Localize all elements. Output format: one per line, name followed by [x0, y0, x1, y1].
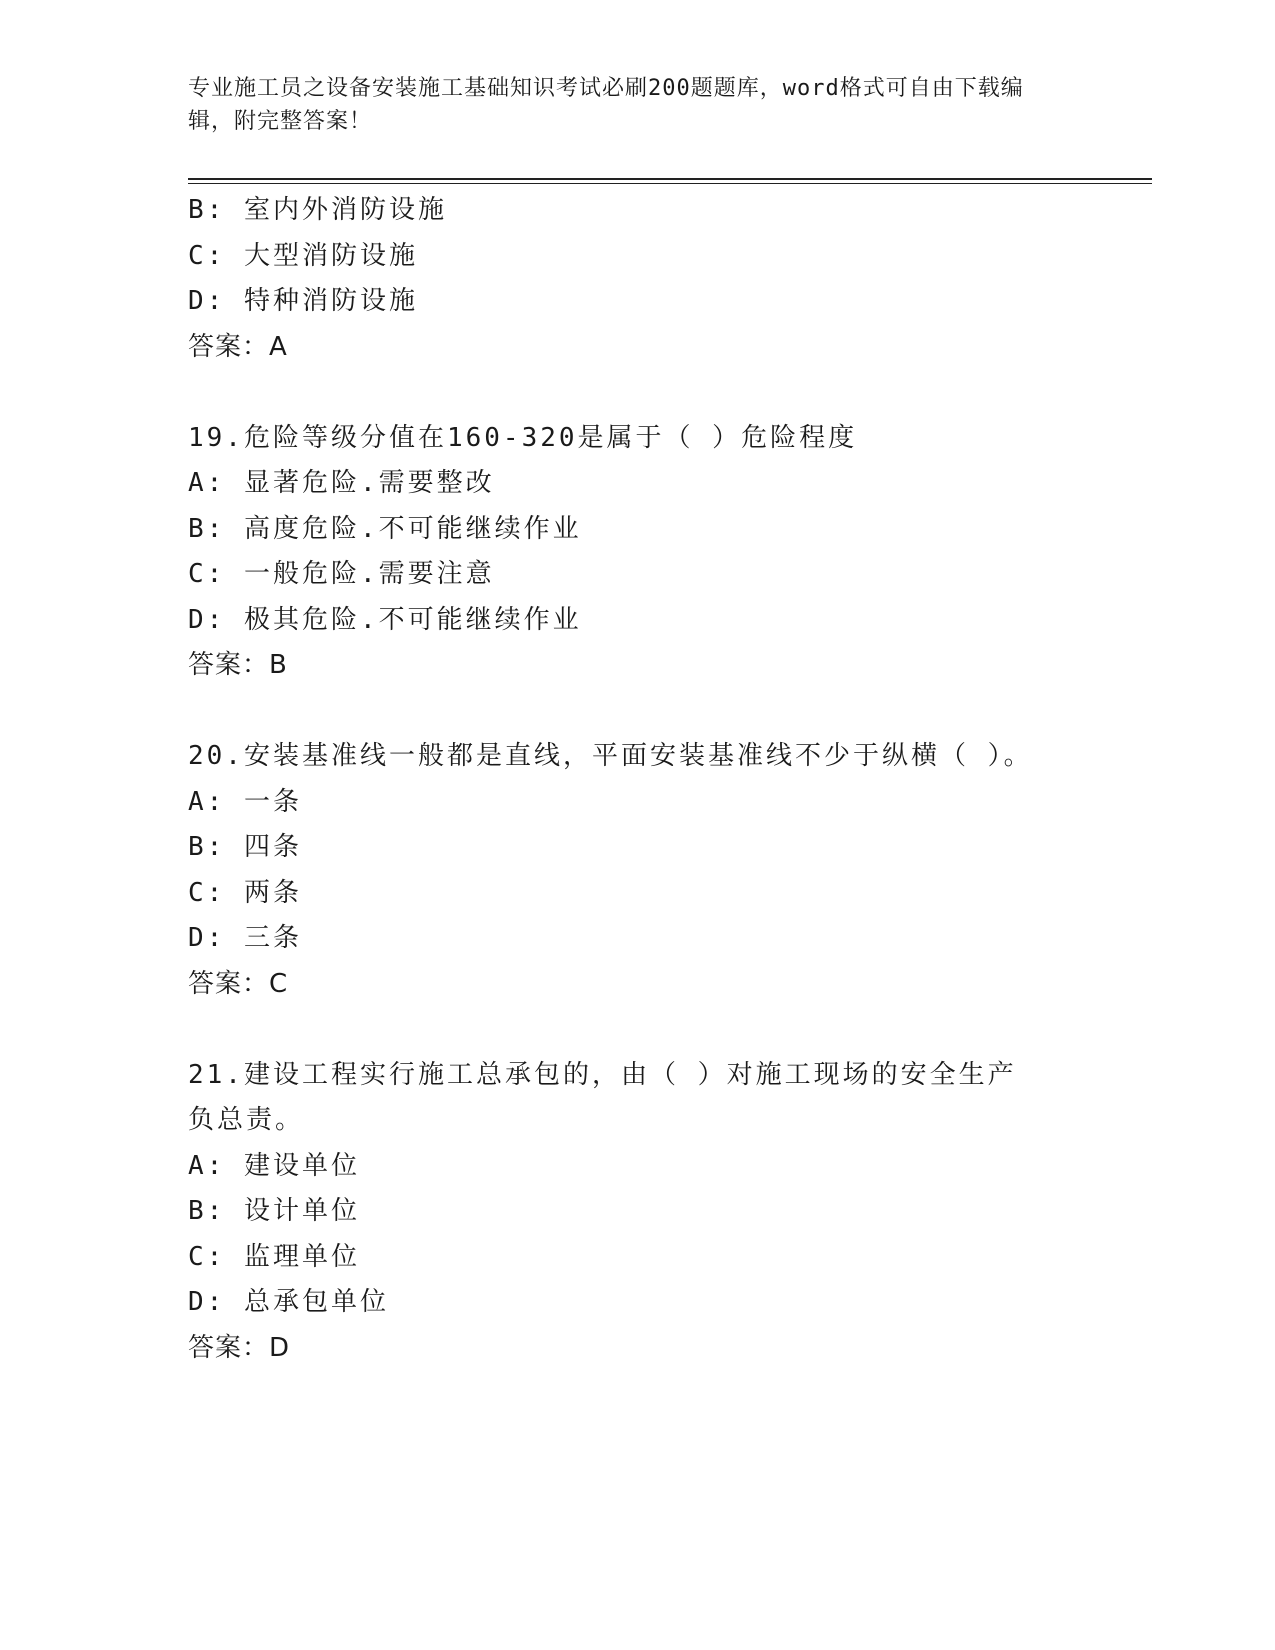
option-d: D: 总承包单位: [188, 1287, 389, 1317]
option-c: C: 一般危险.需要注意: [188, 559, 495, 589]
option-c: C: 大型消防设施: [188, 240, 418, 271]
question-stem: 20.安装基准线一般都是直线，平面安装基准线不少于纵横（ ）。: [188, 741, 1033, 771]
document-header: 专业施工员之设备安装施工基础知识考试必刷200题题库，word格式可自由下载编辑，附完整答案！: [188, 76, 1024, 134]
option-b: B: 四条: [188, 832, 302, 862]
option-d: D: 三条: [188, 923, 302, 953]
question-block-21: [188, 1053, 1088, 1372]
answer-line: 答案：C: [188, 968, 289, 999]
answer-line: 答案：D: [188, 1332, 291, 1363]
option-a: A: 建设单位: [188, 1150, 360, 1181]
question-stem: 21.建设工程实行施工总承包的，由（ ）对施工现场的安全生产负总责。: [188, 1059, 1017, 1135]
option-a: A: 显著危险.需要整改: [188, 468, 495, 498]
header-divider-thick: [188, 178, 1152, 180]
option-b: B: 高度危险.不可能继续作业: [188, 513, 582, 544]
option-b: B: 室内外消防设施: [188, 195, 447, 225]
question-block-19: [188, 416, 1088, 689]
question-block-18: [188, 188, 1088, 370]
header-divider-thin: [188, 183, 1152, 184]
option-b: B: 设计单位: [188, 1196, 360, 1226]
question-block-20: [188, 734, 1088, 1007]
option-a: A: 一条: [188, 786, 302, 817]
question-stem: 19.危险等级分值在160-320是属于（ ）危险程度: [188, 422, 858, 453]
option-d: D: 特种消防设施: [188, 286, 418, 316]
answer-line: 答案：B: [188, 650, 288, 680]
option-c: C: 监理单位: [188, 1241, 360, 1272]
option-c: C: 两条: [188, 877, 302, 908]
answer-line: 答案：A: [188, 331, 288, 362]
option-d: D: 极其危险.不可能继续作业: [188, 604, 582, 635]
question-list: [188, 188, 1088, 1371]
